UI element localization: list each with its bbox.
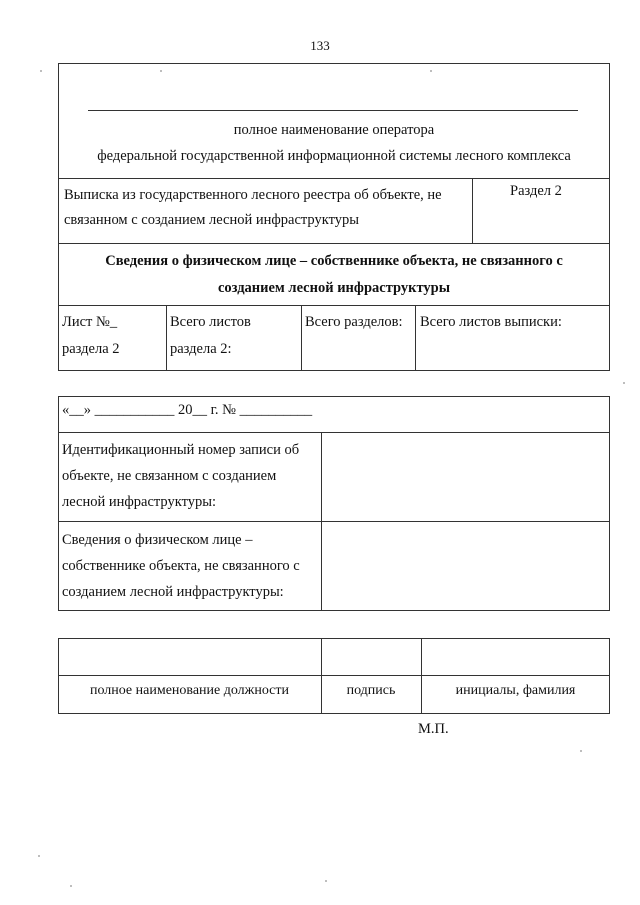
total-sheets-label: Всего листов <box>170 314 251 330</box>
divider <box>166 305 167 371</box>
operator-name-blank-line <box>88 110 578 111</box>
total-extract-sheets-label: Всего листов выписки: <box>420 314 562 330</box>
signature-label: подпись <box>346 683 396 698</box>
person-info-label-line: собственнике объекта, не связанного с <box>62 558 300 574</box>
divider <box>58 432 610 433</box>
divider <box>58 243 610 244</box>
record-id-label-line: объекте, не связанном с созданием <box>62 468 277 484</box>
name-field[interactable] <box>423 640 608 674</box>
sheet-number-cell <box>62 309 120 363</box>
divider <box>415 305 416 371</box>
info-title-line1: Сведения о физическом лице – собственнике объекта, не связанного с <box>105 253 563 269</box>
info-title <box>58 248 610 302</box>
divider <box>58 178 610 179</box>
section-label: Раздел 2 <box>510 183 562 199</box>
scan-speck <box>430 70 432 72</box>
scan-speck <box>580 750 582 752</box>
date-number-line: «__» ___________ 20__ г. № __________ <box>62 402 313 418</box>
total-sheets-section: раздела 2: <box>170 341 232 357</box>
extract-title-line1: Выписка из государственного лесного реестра об объекте, не <box>64 187 442 203</box>
scan-speck <box>623 382 625 384</box>
divider <box>58 521 610 522</box>
scan-speck <box>160 70 162 72</box>
person-info-value-field[interactable] <box>323 523 608 609</box>
total-sections-label: Всего разделов: <box>305 314 403 330</box>
record-id-label <box>62 437 299 515</box>
total-sheets-cell <box>170 309 251 363</box>
info-title-line2: созданием лесной инфраструктуры <box>217 280 451 296</box>
sheet-number-section: раздела 2 <box>62 341 120 357</box>
divider <box>421 638 422 714</box>
sheet-number-label: Лист №_ <box>62 314 118 330</box>
operator-caption-line1: полное наименование оператора <box>233 122 435 138</box>
position-field[interactable] <box>60 640 319 674</box>
divider <box>301 305 302 371</box>
scan-speck <box>38 855 40 857</box>
record-id-label-line: лесной инфраструктуры: <box>62 494 216 510</box>
scan-speck <box>325 880 327 882</box>
stamp-placeholder: М.П. <box>418 721 449 737</box>
divider <box>58 305 610 306</box>
divider <box>472 178 473 243</box>
person-info-label-line: созданием лесной инфраструктуры: <box>62 584 284 600</box>
signature-field[interactable] <box>323 640 419 674</box>
person-info-label <box>62 527 300 605</box>
scan-speck <box>40 70 42 72</box>
divider <box>58 675 610 676</box>
extract-title <box>64 183 464 233</box>
position-label: полное наименование должности <box>89 683 290 698</box>
divider <box>321 638 322 714</box>
page-number: 133 <box>310 38 330 53</box>
operator-caption-line2: федеральной государственной информационной системы лесного комплекса <box>97 148 571 164</box>
record-id-value-field[interactable] <box>323 434 608 520</box>
extract-title-line2: связанном с созданием лесной инфраструктуры <box>64 212 359 228</box>
scan-speck <box>70 885 72 887</box>
name-label: инициалы, фамилия <box>455 683 576 698</box>
record-id-label-line: Идентификационный номер записи об <box>62 442 300 458</box>
person-info-label-line: Сведения о физическом лице – <box>62 532 253 548</box>
